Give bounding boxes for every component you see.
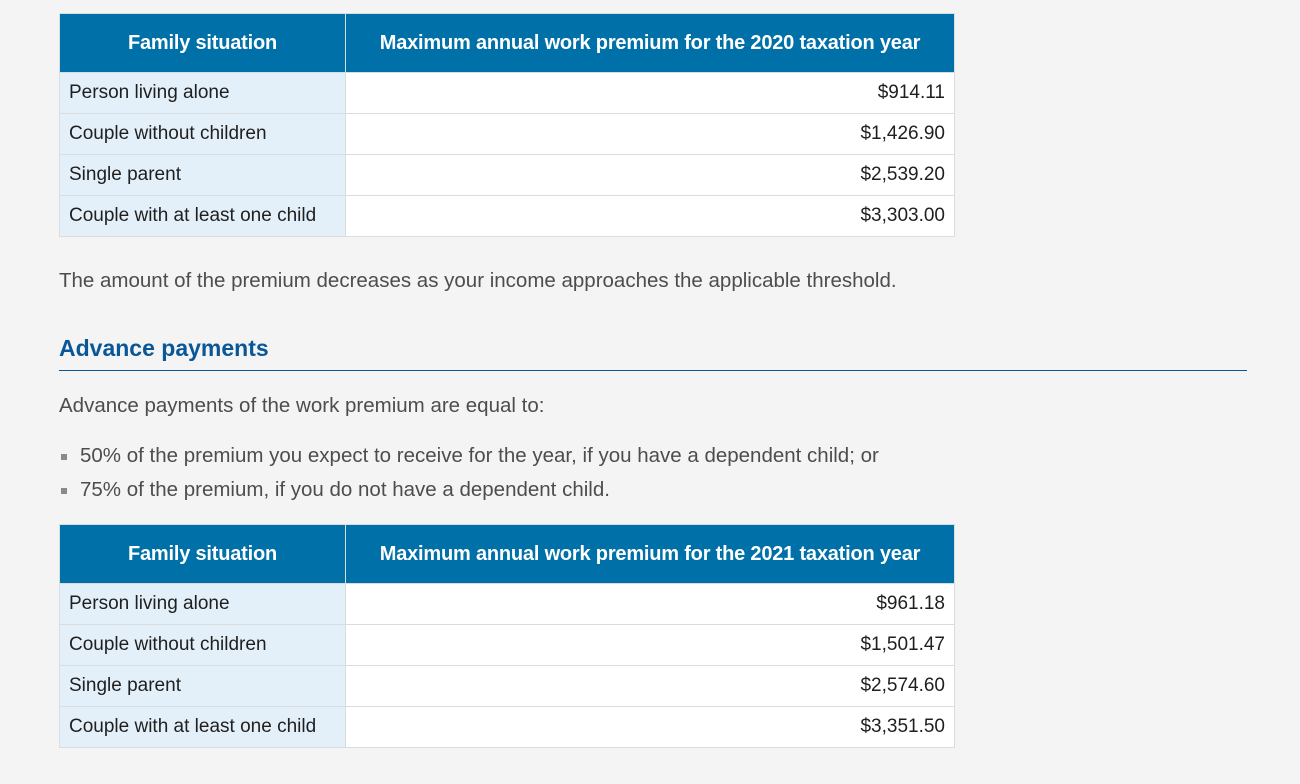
table-row [60,584,955,625]
premium-note: The amount of the premium decreases as your income approaches the applicable threshold. [59,269,897,292]
list-item-text: 50% of the premium you expect to receive for the year, if you have a dependent child; or [80,444,879,467]
row-label: Person living alone [60,73,346,114]
row-value: $1,501.47 [346,625,955,666]
table-row [60,707,955,748]
list-item-text: 75% of the premium, if you do not have a dependent child. [80,478,610,501]
column-header-family-situation: Family situation [60,525,346,584]
table-header-row [60,14,955,73]
row-label: Single parent [60,155,346,196]
list-item [59,443,879,477]
square-bullet-icon [61,488,67,494]
table-row [60,114,955,155]
table-row [60,666,955,707]
row-label: Couple without children [60,625,346,666]
row-label: Couple without children [60,114,346,155]
row-value: $3,351.50 [346,707,955,748]
row-label: Couple with at least one child [60,196,346,237]
row-label: Couple with at least one child [60,707,346,748]
square-bullet-icon [61,454,67,460]
table-row [60,155,955,196]
row-label: Person living alone [60,584,346,625]
row-value: $2,574.60 [346,666,955,707]
advance-payments-intro: Advance payments of the work premium are equal to: [59,394,545,417]
row-value: $914.11 [346,73,955,114]
column-header-family-situation: Family situation [60,14,346,73]
premium-table [59,13,955,237]
section-heading-advance-payments: Advance payments [59,335,1247,371]
row-value: $961.18 [346,584,955,625]
row-value: $2,539.20 [346,155,955,196]
list-item [59,477,879,511]
premium-table-2020 [59,13,955,237]
row-value: $3,303.00 [346,196,955,237]
table-row [60,196,955,237]
premium-table-2021 [59,524,955,748]
table-row [60,625,955,666]
column-header-max-premium: Maximum annual work premium for the 2020 taxation year [346,14,955,73]
table-header-row [60,525,955,584]
row-label: Single parent [60,666,346,707]
table-row [60,73,955,114]
premium-table [59,524,955,748]
advance-payments-list [59,443,879,511]
row-value: $1,426.90 [346,114,955,155]
column-header-max-premium: Maximum annual work premium for the 2021 taxation year [346,525,955,584]
